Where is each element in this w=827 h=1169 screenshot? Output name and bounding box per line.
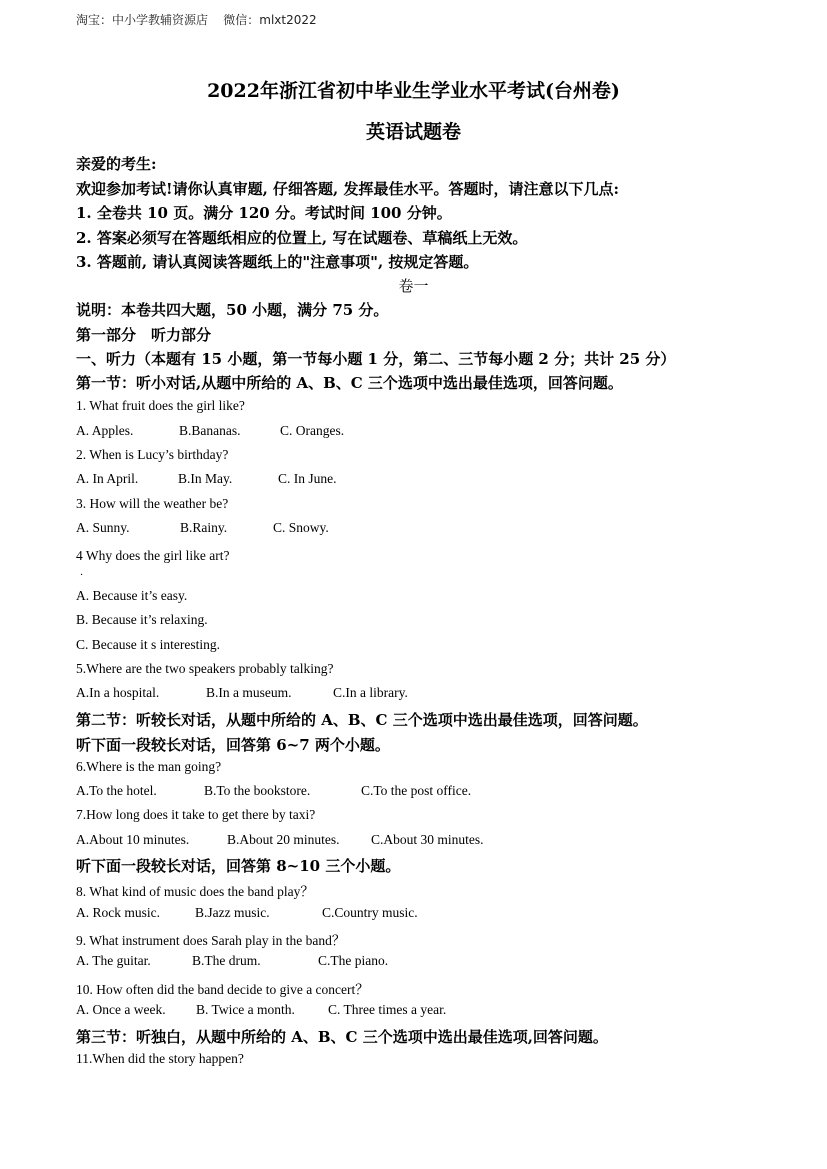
question-4: 4 Why does the girl like art?	[76, 548, 230, 563]
question-1-options	[76, 423, 344, 439]
question-5-options	[76, 685, 408, 701]
question-4-dot: ．	[80, 567, 90, 578]
question-9-options	[76, 953, 388, 969]
q4-option-b: B. Because it’s relaxing.	[76, 612, 208, 627]
q9-option-c: C.The piano.	[318, 953, 389, 968]
question-2: 2. When is Lucy’s birthday?	[76, 447, 229, 462]
question-2-options	[76, 471, 337, 487]
q7-option-a: A.About 10 minutes.	[76, 832, 190, 847]
section-2-sub-2: 听下面一段较长对话，回答第 8~10 三个小题。	[76, 857, 401, 875]
q8-option-a: A. Rock music.	[76, 905, 160, 920]
q3-option-b: B.Rainy.	[180, 520, 228, 535]
question-10: 10. How often did the band decide to give a concert？	[76, 982, 369, 997]
q10-option-c: C. Three times a year.	[328, 1002, 447, 1017]
question-3-options	[76, 520, 329, 536]
page-header: 淘宝：中小学教辅资源店 微信：mlxt2022	[76, 13, 317, 27]
q2-option-a: A. In April.	[76, 471, 139, 486]
q5-option-c: C.In a library.	[333, 685, 408, 700]
question-7-options	[76, 832, 484, 848]
listening-section-title: 一、听力（本题有 15 小题，第一节每小题 1 分，第二、三节每小题 2 分；共计 25 分）	[76, 350, 676, 368]
question-5: 5.Where are the two speakers probably talking?	[76, 661, 334, 676]
section-2-instruction: 第二节：听较长对话，从题中所给的 A、B、C 三个选项中选出最佳选项，回答问题。	[76, 711, 648, 729]
question-11: 11.When did the story happen?	[76, 1051, 244, 1066]
exam-title: 2022年浙江省初中毕业生学业水平考试(台州卷)	[207, 80, 620, 102]
question-8: 8. What kind of music does the band play？	[76, 884, 314, 899]
question-7: 7.How long does it take to get there by taxi?	[76, 807, 316, 822]
q3-option-c: C. Snowy.	[273, 520, 329, 535]
question-6: 6.Where is the man going?	[76, 759, 222, 774]
q4-option-a: A. Because it’s easy.	[76, 588, 188, 603]
note-2: 2. 答案必须写在答题纸相应的位置上, 写在试题卷、草稿纸上无效。	[76, 229, 528, 247]
q1-option-c: C. Oranges.	[280, 423, 345, 438]
question-10-options	[76, 1002, 446, 1018]
q2-option-c: C. In June.	[278, 471, 337, 486]
q9-option-a: A. The guitar.	[76, 953, 151, 968]
section-1-instruction: 第一节：听小对话,从题中所给的 A、B、C 三个选项中选出最佳选项，回答问题。	[76, 374, 623, 392]
section-2-sub-1: 听下面一段较长对话，回答第 6~7 两个小题。	[76, 736, 390, 754]
question-8-options	[76, 905, 418, 921]
part-1-heading: 第一部分 听力部分	[76, 326, 212, 344]
note-1: 1. 全卷共 10 页。满分 120 分。考试时间 100 分钟。	[76, 204, 452, 222]
q1-option-a: A. Apples.	[76, 423, 134, 438]
q9-option-b: B.The drum.	[192, 953, 261, 968]
note-3: 3. 答题前, 请认真阅读答题纸上的"注意事项", 按规定答题。	[76, 253, 479, 271]
q6-option-a: A.To the hotel.	[76, 783, 157, 798]
question-6-options	[76, 783, 471, 799]
welcome-text: 欢迎参加考试!请你认真审题, 仔细答题, 发挥最佳水平。答题时，请注意以下几点:	[76, 180, 620, 198]
q8-option-b: B.Jazz music.	[195, 905, 270, 920]
q4-option-c: C. Because it s interesting.	[76, 637, 220, 652]
section-3-instruction: 第三节：听独白，从题中所给的 A、B、C 三个选项中选出最佳选项,回答问题。	[76, 1028, 608, 1046]
q10-option-a: A. Once a week.	[76, 1002, 166, 1017]
q7-option-b: B.About 20 minutes.	[227, 832, 340, 847]
q2-option-b: B.In May.	[178, 471, 233, 486]
question-1: 1. What fruit does the girl like?	[76, 398, 245, 413]
q3-option-a: A. Sunny.	[76, 520, 130, 535]
q8-option-c: C.Country music.	[322, 905, 418, 920]
q5-option-b: B.In a museum.	[206, 685, 292, 700]
exam-subtitle: 英语试题卷	[365, 121, 461, 143]
question-3: 3. How will the weather be?	[76, 496, 229, 511]
q7-option-c: C.About 30 minutes.	[371, 832, 484, 847]
volume-label: 卷一	[398, 277, 429, 295]
greeting: 亲爱的考生:	[76, 155, 157, 173]
q5-option-a: A.In a hospital.	[76, 685, 160, 700]
q10-option-b: B. Twice a month.	[196, 1002, 295, 1017]
q6-option-c: C.To the post office.	[361, 783, 472, 798]
question-9: 9. What instrument does Sarah play in the band？	[76, 933, 346, 948]
q6-option-b: B.To the bookstore.	[204, 783, 311, 798]
q1-option-b: B.Bananas.	[179, 423, 241, 438]
explain-text: 说明：本卷共四大题，50 小题，满分 75 分。	[76, 301, 389, 319]
